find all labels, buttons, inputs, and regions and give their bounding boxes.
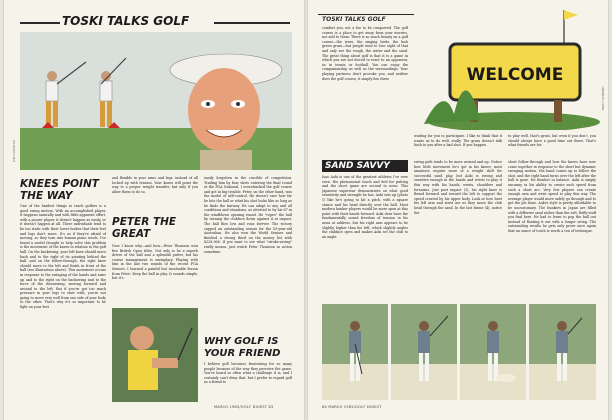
sand-body-col2: swing path tends to be more around and up. Notice how little movement he's got in his knees; most amateurs require more of a weight shift for successful sand play, but Aoki is strong and sensitive enough in the hands and wrists to play it this way with his hands, wrists, shoulders and forearms. Just past impact (3), his right knee is flexed forward and toward the left to support the speed created by his upper body. Look at how bent his left arm and wrist are as they move the club head through the sand. In the last frame (4), notice the: [414, 160, 502, 215]
right-footer: 84 MARCH 1985/GOLF DIGEST: [322, 405, 382, 409]
left-footer: MARCH 1985/GOLF DIGEST 83: [214, 405, 274, 409]
peter-heading: PETER THE GREAT: [112, 216, 177, 240]
illustration-credit: JOE GUSTAITIS: [12, 140, 16, 162]
sequence-photo-1: [322, 304, 388, 400]
sequence-photo-2: [391, 304, 457, 400]
sand-body-col1: Isao Aoki is one of the greatest athletes I've ever seen. His phenomenal touch and feel for putting and the short game are second to none. This Japanese superstar demonstrates on what good sensitivity and strength he has. Aoki sets up (photo 1) like he's going to hit a pitch, with a square stance and his head directly over the ball. Most modern bunker players would be more open at this point with their hands forward. Aoki does have the fundamentally sound freedom of tension in his arms at address, but his right arm appears to be slightly higher than his left, which slightly angles the clubface open and makes Aoki set the club to an angle.: [322, 175, 408, 239]
why-golf-heading: WHY GOLF IS YOUR FRIEND: [204, 336, 281, 359]
left-page: [4, 0, 304, 420]
welcome-sign-illustration: [414, 6, 600, 130]
title-rule-right: [214, 22, 290, 24]
sequence-photo-3: [460, 304, 526, 400]
page-title: TOSKI TALKS GOLF: [62, 14, 190, 28]
sand-body-col3: short follow-through and how the knees have now come together in response to the short but dynamic swinging motion. His hand comes up to follow the shot, and the right hand turns over the left after the ball is gone. He finishes in balance. Aoki is simply uncanny in his ability to create such speed from such a short arc. Very few players can create enough arm and wrist speed to play this way. The average player would more safely go through and to get the job done. Aoki's style is pretty affordable to be uncustomary. The bunkers in Japan are filled with a different sand rather than the soft, fluffy stuff you find here. He had to learn to pop the ball out instead of floating it out with a longer swing. The outstanding results he gets only prove once again that an ounce of touch is worth a ton of technique.: [508, 160, 596, 233]
peter-body-col3: easily forgotten in the crucible of competition. Trailing him by four shots entering the final round at the PGA National, I overattacked the golf course and got in big trouble. Peter, on the other hand, was the model of self-control. He doesn't care how far he hits the ball or what his shot looks like as long as he finds the fairway. He can adapt to any and all conditions and situations, as attested to by his 67 in the windblown opening round. He "ropes" the ball by turning the clubface down against it at impact. The ball flies low and runs forever. The victory capped an outstanding season for the 55-year-old Australian. He also won the World Seniors and finished a strong third on the money list with $228,968. If you want to see what "stroke-saving" really means, just watch Peter Thomson in action sometime.: [204, 176, 292, 254]
peter-body-col2: Now I know why—and how—Peter Thomson won five British Open titles. Not only is he a superb driver of the ball and a splendid putter, but his course management is exemplary. Playing with him in the last two rounds of the recent PGA Seniors, I learned a painful but invaluable lesson from Peter: Keep the ball in play. It sounds simple, but it's: [112, 244, 198, 281]
peter-thomson-photo: [112, 308, 198, 402]
running-head: TOSKI TALKS GOLF: [322, 16, 386, 23]
why-golf-body: I believe golf becomes frustrating for so many people because of the way they perceive the game. You've heard so often what a challenge it is, and I certainly can't deny that, but I prefer to regard golf as a friend to: [204, 362, 292, 385]
sign-credit: TRACY SCHMIDT: [601, 86, 605, 111]
knees-body-col2: and flexible in your arms and legs, instead of all locked up with tension. Your knees will point the way to a proper weight transfer, but only if you allow them to do so.: [112, 176, 198, 194]
why-golf-col2: waiting for you to participate. I like to think that it wants us to do well, really. The grass doesn't talk back to you after a bad shot. If you happen: [414, 134, 502, 148]
sand-savvy-heading: SAND SAVVY: [322, 160, 408, 172]
aoki-bunker-sequence: [322, 304, 596, 400]
knees-body-col1: One of the hardest things to teach golfers is a good swing motion. With an accomplished player, it happens naturally and with little apparent effort, with a poorer player, it doesn't happen as easily, or it doesn't happen at all. There individuals tend to be too static with their lower bodies that their feet and legs don't move. It's as if they're afraid of moving, so they turn into human piano stools. I've found a useful thought to help solve this problem is the movement of the knees in relation to the golf ball. On the backswing, your left knee should move back and to the right of its pointing behind the ball, and on the follow-through, the right knee should move to the left and finish in front of the ball (see illustration above). This movement occurs in response to the swinging of the hands and arms up and to the right on the backswing and to the force of the downswing, moving forward and around to the left. But if you've got too much pressure in your legs to start with, you're not going to move very well from one side of your body to the other. That's why it's so important to be light on your feet: [20, 204, 106, 310]
knees-heading: KNEES POINT THE WAY: [20, 178, 99, 202]
toski-illustration: [20, 32, 292, 170]
why-golf-col3: to play well, that's great, but even if you don't, you should always have a good time out there. That's what friends are for.: [508, 134, 596, 148]
sequence-photo-4: [529, 304, 596, 400]
right-page: [308, 0, 608, 420]
why-golf-continued: comfort you, not a foe to be conquered. The golf course is a place to get away from your worries, not add to them. There is so much beauty on a golf course—the trees, the singing birds, the lush green grass—but people tend to lose sight of that and only see the rough, the water and the sand. The great thing about golf is that it is a game in which you are not forced to react to an opponent, as in tennis or football. You can enjoy the companionship as well as the surroundings. Your playing partners don't provoke you, and neither does the golf course; it simply lies there: [322, 26, 408, 81]
welcome-sign-text: WELCOME: [466, 65, 564, 85]
title-rule-left: [20, 22, 60, 24]
